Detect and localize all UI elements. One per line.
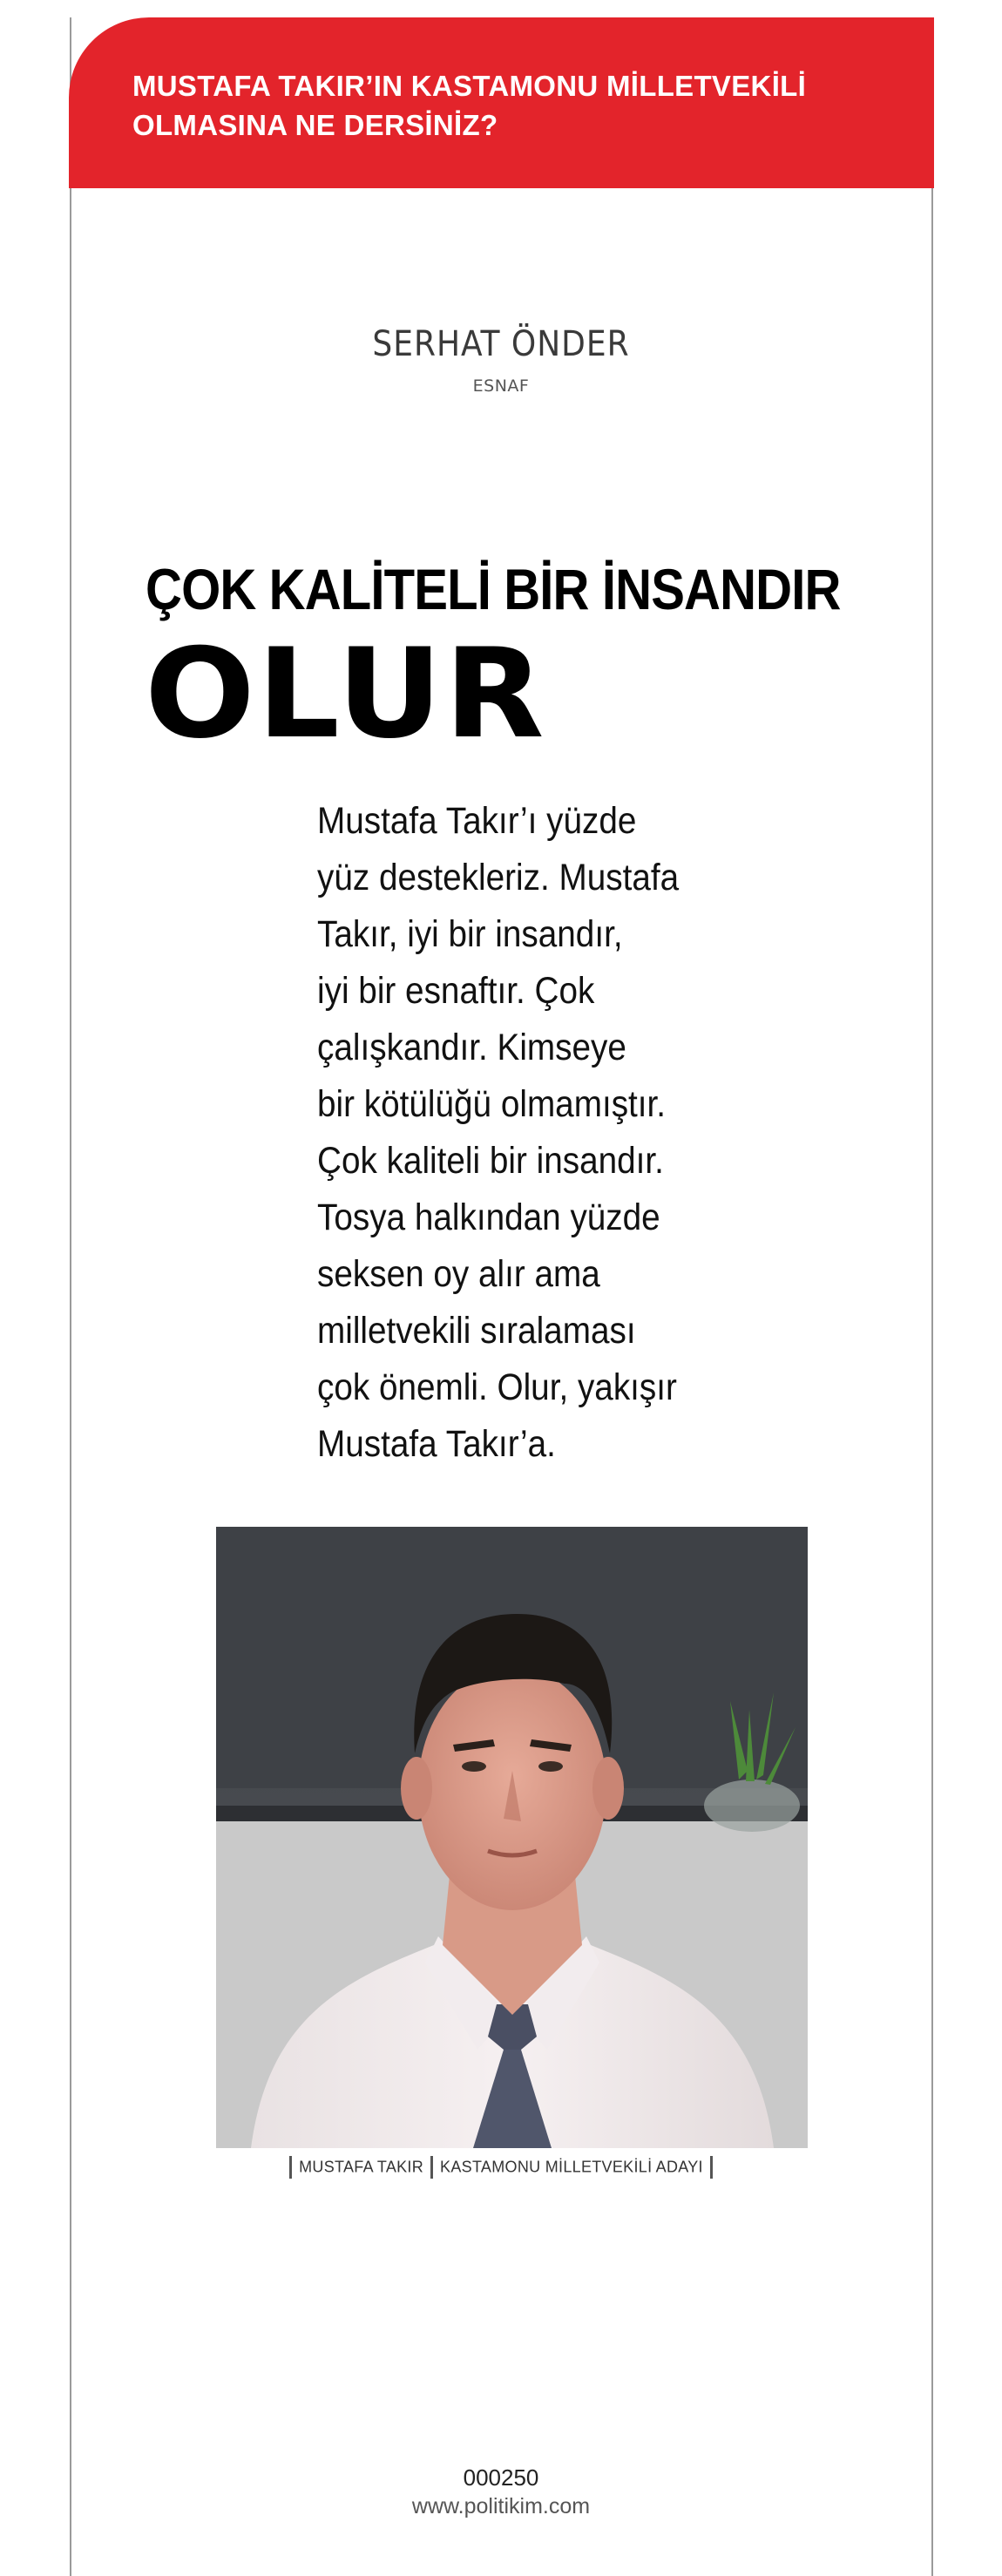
footer-url[interactable]: www.politikim.com bbox=[411, 2494, 591, 2518]
headline-big: OLUR bbox=[145, 622, 546, 766]
photo-caption bbox=[0, 2156, 1002, 2179]
quote-line: yüz destekleriz. Mustafa bbox=[317, 857, 680, 898]
quote-line: Mustafa Takır’ı yüzde bbox=[317, 800, 637, 842]
header-banner bbox=[69, 17, 934, 188]
caption-divider bbox=[289, 2156, 292, 2179]
quote-line: milletvekili sıralaması bbox=[317, 1310, 636, 1352]
quote-line: Tosya halkından yüzde bbox=[317, 1196, 660, 1238]
quote-line: Mustafa Takır’a. bbox=[317, 1423, 556, 1465]
author-name: SERHAT ÖNDER bbox=[372, 324, 630, 364]
header-title bbox=[132, 66, 882, 145]
quote-line: çalışkandır. Kimseye bbox=[317, 1027, 626, 1068]
caption-divider bbox=[710, 2156, 713, 2179]
quote-line: seksen oy alır ama bbox=[317, 1253, 600, 1295]
footer-number: 000250 bbox=[463, 2464, 539, 2491]
quote-body bbox=[317, 793, 680, 1473]
author-role: ESNAF bbox=[472, 376, 530, 396]
header-title-line1: MUSTAFA TAKIR’IN KASTAMONU MİLLETVEKİLİ bbox=[132, 70, 807, 102]
caption-divider bbox=[430, 2156, 433, 2179]
quote-line: Çok kaliteli bir insandır. bbox=[317, 1140, 664, 1182]
author-block bbox=[0, 324, 1002, 364]
headline: ÇOK KALİTELİ BİR İNSANDIR bbox=[146, 557, 841, 621]
header-title-line2: OLMASINA NE DERSİNİZ? bbox=[132, 109, 498, 141]
candidate-photo bbox=[216, 1527, 808, 2148]
quote-line: bir kötülüğü olmamıştır. bbox=[317, 1083, 667, 1125]
caption-name: MUSTAFA TAKIR bbox=[299, 2158, 424, 2176]
quote-line: Takır, iyi bir insandır, bbox=[317, 913, 623, 955]
quote-line: çok önemli. Olur, yakışır bbox=[317, 1366, 677, 1408]
caption-title: KASTAMONU MİLLETVEKİLİ ADAYI bbox=[440, 2158, 703, 2176]
quote-line: iyi bir esnaftır. Çok bbox=[317, 970, 595, 1012]
